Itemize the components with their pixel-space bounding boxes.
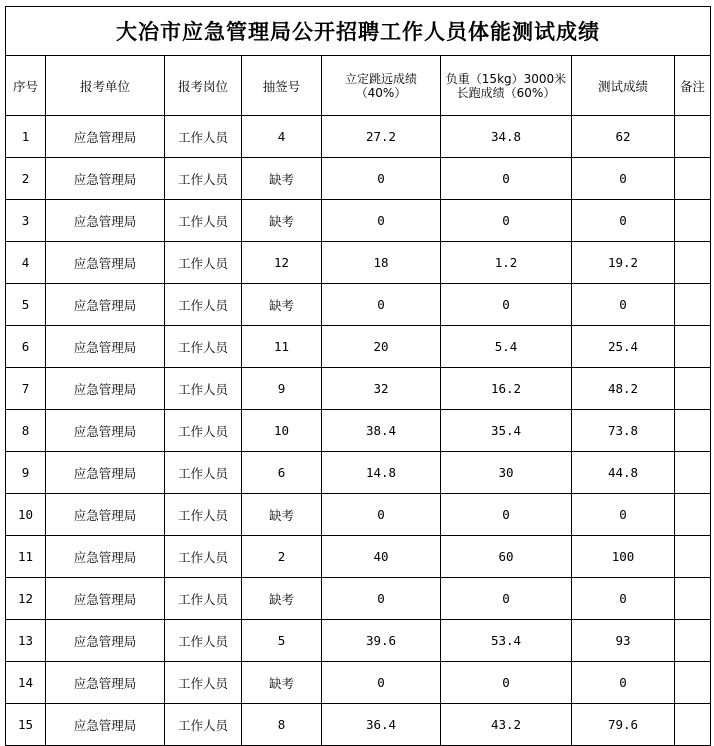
cell-long-jump: 40 (322, 536, 441, 578)
table-row (6, 620, 711, 662)
cell-test-score: 100 (572, 536, 675, 578)
cell-draw-number: 5 (242, 620, 322, 662)
cell-draw-number: 6 (242, 452, 322, 494)
cell-post: 工作人员 (165, 158, 242, 200)
cell-unit: 应急管理局 (46, 284, 165, 326)
cell-remarks (675, 284, 711, 326)
cell-draw-number: 10 (242, 410, 322, 452)
cell-index: 14 (6, 662, 46, 704)
cell-long-jump: 20 (322, 326, 441, 368)
cell-post: 工作人员 (165, 578, 242, 620)
table-row (6, 494, 711, 536)
cell-index: 6 (6, 326, 46, 368)
cell-unit: 应急管理局 (46, 368, 165, 410)
cell-post: 工作人员 (165, 536, 242, 578)
cell-test-score: 0 (572, 200, 675, 242)
cell-unit: 应急管理局 (46, 494, 165, 536)
cell-run-3000m: 34.8 (441, 116, 572, 158)
cell-draw-number: 4 (242, 116, 322, 158)
cell-run-3000m: 0 (441, 662, 572, 704)
cell-index: 4 (6, 242, 46, 284)
cell-post: 工作人员 (165, 200, 242, 242)
cell-index: 9 (6, 452, 46, 494)
header-long-jump: 立定跳远成绩（40%） (322, 56, 441, 116)
cell-post: 工作人员 (165, 242, 242, 284)
cell-remarks (675, 242, 711, 284)
table-row (6, 578, 711, 620)
cell-unit: 应急管理局 (46, 578, 165, 620)
page-title: 大冶市应急管理局公开招聘工作人员体能测试成绩 (6, 7, 711, 56)
cell-run-3000m: 60 (441, 536, 572, 578)
header-unit: 报考单位 (46, 56, 165, 116)
cell-post: 工作人员 (165, 326, 242, 368)
cell-unit: 应急管理局 (46, 200, 165, 242)
table-row (6, 662, 711, 704)
cell-unit: 应急管理局 (46, 158, 165, 200)
cell-run-3000m: 0 (441, 578, 572, 620)
cell-long-jump: 32 (322, 368, 441, 410)
cell-long-jump: 18 (322, 242, 441, 284)
cell-remarks (675, 494, 711, 536)
cell-post: 工作人员 (165, 116, 242, 158)
cell-long-jump: 0 (322, 158, 441, 200)
cell-test-score: 79.6 (572, 704, 675, 746)
cell-test-score: 73.8 (572, 410, 675, 452)
cell-unit: 应急管理局 (46, 620, 165, 662)
cell-run-3000m: 43.2 (441, 704, 572, 746)
cell-unit: 应急管理局 (46, 326, 165, 368)
cell-long-jump: 0 (322, 200, 441, 242)
table-row (6, 200, 711, 242)
cell-remarks (675, 536, 711, 578)
cell-unit: 应急管理局 (46, 410, 165, 452)
header-draw-number: 抽签号 (242, 56, 322, 116)
header-run-3000m: 负重（15kg）3000米长跑成绩（60%） (441, 56, 572, 116)
cell-test-score: 93 (572, 620, 675, 662)
cell-index: 2 (6, 158, 46, 200)
cell-post: 工作人员 (165, 284, 242, 326)
cell-post: 工作人员 (165, 452, 242, 494)
cell-run-3000m: 1.2 (441, 242, 572, 284)
cell-post: 工作人员 (165, 368, 242, 410)
cell-draw-number: 缺考 (242, 284, 322, 326)
table-row (6, 452, 711, 494)
cell-test-score: 0 (572, 578, 675, 620)
cell-long-jump: 38.4 (322, 410, 441, 452)
cell-run-3000m: 5.4 (441, 326, 572, 368)
cell-draw-number: 11 (242, 326, 322, 368)
cell-test-score: 19.2 (572, 242, 675, 284)
table-row (6, 368, 711, 410)
cell-remarks (675, 200, 711, 242)
cell-post: 工作人员 (165, 494, 242, 536)
cell-draw-number: 缺考 (242, 158, 322, 200)
cell-long-jump: 27.2 (322, 116, 441, 158)
cell-run-3000m: 30 (441, 452, 572, 494)
cell-remarks (675, 704, 711, 746)
score-table (5, 6, 711, 746)
table-row (6, 326, 711, 368)
cell-draw-number: 12 (242, 242, 322, 284)
cell-remarks (675, 620, 711, 662)
header-test-score: 测试成绩 (572, 56, 675, 116)
cell-index: 12 (6, 578, 46, 620)
cell-test-score: 25.4 (572, 326, 675, 368)
cell-long-jump: 14.8 (322, 452, 441, 494)
cell-remarks (675, 410, 711, 452)
cell-remarks (675, 158, 711, 200)
cell-run-3000m: 0 (441, 284, 572, 326)
cell-draw-number: 8 (242, 704, 322, 746)
cell-index: 1 (6, 116, 46, 158)
cell-index: 5 (6, 284, 46, 326)
cell-run-3000m: 53.4 (441, 620, 572, 662)
cell-remarks (675, 368, 711, 410)
cell-draw-number: 缺考 (242, 200, 322, 242)
cell-index: 10 (6, 494, 46, 536)
cell-index: 8 (6, 410, 46, 452)
cell-run-3000m: 16.2 (441, 368, 572, 410)
cell-test-score: 48.2 (572, 368, 675, 410)
cell-test-score: 44.8 (572, 452, 675, 494)
cell-remarks (675, 578, 711, 620)
cell-draw-number: 2 (242, 536, 322, 578)
score-sheet (5, 6, 710, 746)
cell-remarks (675, 326, 711, 368)
cell-post: 工作人员 (165, 662, 242, 704)
cell-index: 3 (6, 200, 46, 242)
cell-test-score: 0 (572, 494, 675, 536)
cell-long-jump: 0 (322, 284, 441, 326)
cell-draw-number: 缺考 (242, 578, 322, 620)
cell-post: 工作人员 (165, 410, 242, 452)
cell-remarks (675, 452, 711, 494)
cell-remarks (675, 116, 711, 158)
cell-remarks (675, 662, 711, 704)
cell-draw-number: 9 (242, 368, 322, 410)
cell-long-jump: 36.4 (322, 704, 441, 746)
cell-post: 工作人员 (165, 620, 242, 662)
table-row (6, 242, 711, 284)
cell-post: 工作人员 (165, 704, 242, 746)
header-index: 序号 (6, 56, 46, 116)
cell-index: 7 (6, 368, 46, 410)
cell-test-score: 0 (572, 662, 675, 704)
cell-unit: 应急管理局 (46, 452, 165, 494)
cell-unit: 应急管理局 (46, 536, 165, 578)
table-row (6, 704, 711, 746)
header-remarks: 备注 (675, 56, 711, 116)
table-row (6, 158, 711, 200)
cell-draw-number: 缺考 (242, 494, 322, 536)
cell-run-3000m: 0 (441, 494, 572, 536)
cell-test-score: 62 (572, 116, 675, 158)
cell-unit: 应急管理局 (46, 242, 165, 284)
table-row (6, 410, 711, 452)
header-row (6, 56, 711, 116)
table-row (6, 116, 711, 158)
cell-index: 13 (6, 620, 46, 662)
cell-unit: 应急管理局 (46, 116, 165, 158)
cell-long-jump: 0 (322, 494, 441, 536)
cell-run-3000m: 0 (441, 158, 572, 200)
cell-index: 15 (6, 704, 46, 746)
cell-test-score: 0 (572, 158, 675, 200)
cell-long-jump: 0 (322, 662, 441, 704)
cell-long-jump: 39.6 (322, 620, 441, 662)
cell-run-3000m: 0 (441, 200, 572, 242)
cell-run-3000m: 35.4 (441, 410, 572, 452)
cell-long-jump: 0 (322, 578, 441, 620)
cell-draw-number: 缺考 (242, 662, 322, 704)
cell-index: 11 (6, 536, 46, 578)
cell-unit: 应急管理局 (46, 704, 165, 746)
table-row (6, 536, 711, 578)
header-post: 报考岗位 (165, 56, 242, 116)
cell-unit: 应急管理局 (46, 662, 165, 704)
cell-test-score: 0 (572, 284, 675, 326)
table-row (6, 284, 711, 326)
